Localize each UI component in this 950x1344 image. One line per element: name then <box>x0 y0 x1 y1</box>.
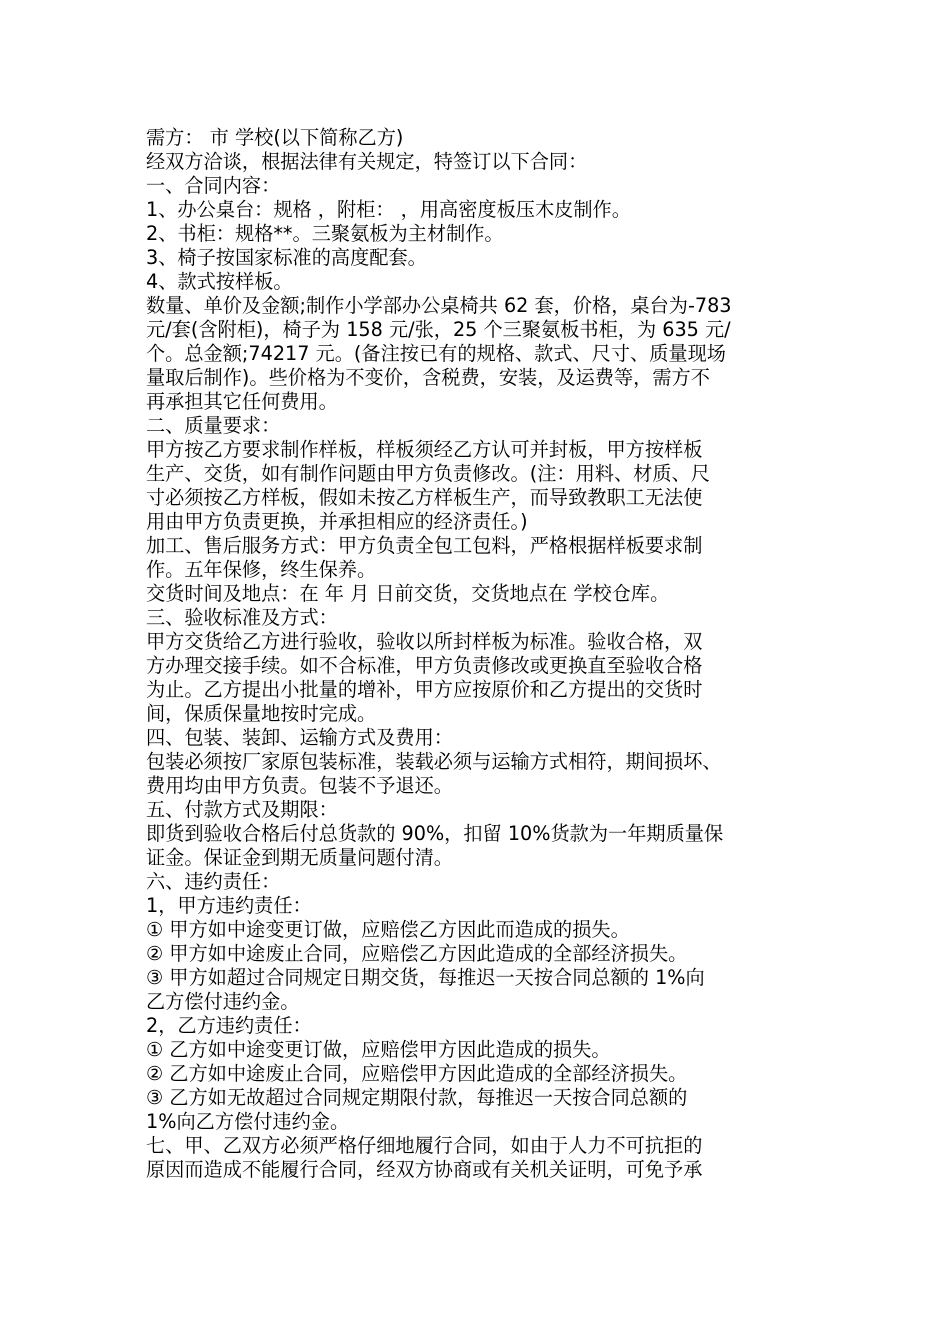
text-line: ① 甲方如中途变更订做，应赔偿乙方因此而造成的损失。 <box>146 918 630 941</box>
text-line: ③ 乙方如无故超过合同规定期限付款，每推迟一天按合同总额的 <box>146 1086 688 1109</box>
text-line: 乙方偿付违约金。 <box>146 990 300 1013</box>
text-line: 需方： 市 学校(以下简称乙方) <box>146 126 404 149</box>
text-line: 费用均由甲方负责。包装不予退还。 <box>146 774 453 797</box>
text-line: 寸必须按乙方样板，假如未按乙方样板生产，而导致教职工无法使 <box>146 486 703 509</box>
text-line: ① 乙方如中途变更订做，应赔偿甲方因此造成的损失。 <box>146 1038 611 1061</box>
text-line: 2，乙方违约责任： <box>146 1014 312 1037</box>
text-line: 原因而造成不能履行合同，经双方协商或有关机关证明，可免予承 <box>146 1158 703 1181</box>
text-line: 方办理交接手续。如不合标准，甲方负责修改或更换直至验收合格 <box>146 654 703 677</box>
text-line: 即货到验收合格后付总货款的 90%，扣留 10%货款为一年期质量保 <box>146 822 724 845</box>
text-line: 个。总金额;74217 元。(备注按已有的规格、款式、尺寸、质量现场 <box>146 342 726 365</box>
text-line: ③ 甲方如超过合同规定日期交货，每推迟一天按合同总额的 1%向 <box>146 966 705 989</box>
contract-body <box>146 126 814 1182</box>
text-line: ② 乙方如中途废止合同，应赔偿甲方因此造成的全部经济损失。 <box>146 1062 688 1085</box>
text-line: ② 甲方如中途废止合同，应赔偿乙方因此造成的全部经济损失。 <box>146 942 688 965</box>
text-line: 甲方交货给乙方进行验收，验收以所封样板为标准。验收合格，双 <box>146 630 703 653</box>
text-line: 用由甲方负责更换，并承担相应的经济责任。) <box>146 510 528 533</box>
text-line: 甲方按乙方要求制作样板，样板须经乙方认可并封板，甲方按样板 <box>146 438 703 461</box>
text-line: 3、椅子按国家标准的高度配套。 <box>146 246 427 269</box>
text-line: 五、付款方式及期限： <box>146 798 338 821</box>
text-line: 生产、交货，如有制作问题由甲方负责修改。(注：用料、材质、尺 <box>146 462 710 485</box>
text-line: 间，保质保量地按时完成。 <box>146 702 377 725</box>
text-line: 量取后制作)。些价格为不变价，含税费，安装，及运费等，需方不 <box>146 366 710 389</box>
text-line: 交货时间及地点：在 年 月 日前交货，交货地点在 学校仓库。 <box>146 582 670 605</box>
text-line: 作。五年保修，终生保养。 <box>146 558 377 581</box>
text-line: 三、验收标准及方式： <box>146 606 338 629</box>
text-line: 为止。乙方提出小批量的增补，甲方应按原价和乙方提出的交货时 <box>146 678 703 701</box>
text-line: 六、违约责任： <box>146 870 281 893</box>
text-line: 元/套(含附柜)，椅子为 158 元/张，25 个三聚氨板书柜，为 635 元/ <box>146 318 731 341</box>
text-line: 4、款式按样板。 <box>146 270 293 293</box>
text-line: 包装必须按厂家原包装标准，装载必须与运输方式相符，期间损坏、 <box>146 750 722 773</box>
text-line: 2、书柜：规格**。三聚氨板为主材制作。 <box>146 222 504 245</box>
text-line: 再承担其它任何费用。 <box>146 390 338 413</box>
text-line: 加工、售后服务方式：甲方负责全包工包料，严格根据样板要求制 <box>146 534 703 557</box>
text-line: 1，甲方违约责任： <box>146 894 312 917</box>
text-line: 1、办公桌台：规格 ，附柜： ，用高密度板压木皮制作。 <box>146 198 631 221</box>
text-line: 经双方洽谈，根据法律有关规定，特签订以下合同： <box>146 150 588 173</box>
text-line: 证金。保证金到期无质量问题付清。 <box>146 846 453 869</box>
text-line: 数量、单价及金额;制作小学部办公桌椅共 62 套，价格，桌台为-783 <box>146 294 732 317</box>
text-line: 一、合同内容： <box>146 174 281 197</box>
text-line: 1%向乙方偿付违约金。 <box>146 1110 350 1133</box>
text-line: 四、包装、装卸、运输方式及费用： <box>146 726 453 749</box>
text-line: 二、质量要求： <box>146 414 281 437</box>
text-line: 七、甲、乙双方必须严格仔细地履行合同，如由于人力不可抗拒的 <box>146 1134 703 1157</box>
